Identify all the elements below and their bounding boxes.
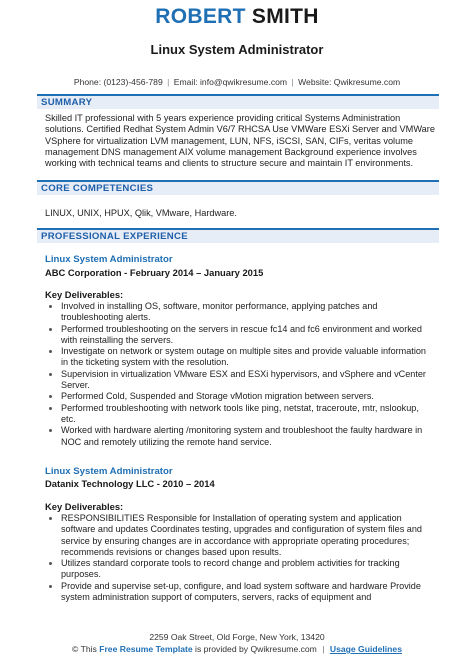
bullet-icon	[49, 585, 52, 588]
section-title: PROFESSIONAL EXPERIENCE	[41, 231, 188, 242]
job-title: Linux System Administrator	[45, 466, 173, 477]
list-item	[45, 369, 430, 392]
bullet-text: Utilizes standard corporate tools to record change and problem activities for tracking purposes.	[61, 558, 400, 580]
bullet-text: Performed Cold, Suspended and Storage vMotion migration between servers.	[61, 391, 374, 402]
list-item	[45, 513, 430, 558]
job-2-deliverables-list	[45, 513, 430, 603]
bullet-icon	[49, 350, 52, 353]
bullet-icon	[49, 328, 52, 331]
bullet-icon	[49, 305, 52, 308]
first-name: ROBERT	[155, 5, 246, 28]
contact-website[interactable]: Website: Qwikresume.com	[298, 77, 401, 87]
contact-line	[0, 77, 474, 87]
job-company: ABC Corporation - February 2014 – January 2015	[45, 267, 264, 278]
summary-text: Skilled IT professional with 5 years experience providing critical Systems Administration solutions. Certified Redhat System Admin V6/7 RHCSA Use VMWare ESXi Server and VMWare VSphere for virtualization LVM management, LUN, NFS, iSCSI, SAN, CIFs, veritas volume management DNS management AIX volume management Background experience involves working with technical teams and clients to structure secure and maintain IT environments.	[45, 113, 435, 169]
contact-email[interactable]: Email: info@qwikresume.com	[173, 77, 288, 87]
section-title: SUMMARY	[41, 97, 93, 108]
footer-provided-by: is provided by	[195, 644, 249, 654]
contact-separator: |	[167, 77, 170, 87]
bullet-icon	[49, 562, 52, 565]
job-company: Datanix Technology LLC - 2010 – 2014	[45, 478, 215, 489]
experience-section-header	[37, 228, 439, 243]
last-name: SMITH	[251, 5, 319, 28]
deliverables-label: Key Deliverables:	[45, 501, 124, 512]
candidate-name	[0, 4, 474, 30]
list-item	[45, 425, 430, 448]
bullet-text: Provide and supervise set-up, configure, and load system software and hardware Provide system administration support of computers, servers, racks of equipment and	[61, 580, 421, 603]
bullet-icon	[49, 517, 52, 520]
free-template-link[interactable]: Free Resume Template	[99, 644, 193, 654]
bullet-icon	[49, 395, 52, 398]
job-1-deliverables-list	[45, 301, 430, 448]
list-item	[45, 558, 430, 581]
list-item	[45, 324, 430, 347]
bullet-text: Performed troubleshooting on the servers in rescue fc14 and fc6 environment and worked with reinstalling the servers.	[61, 323, 422, 345]
list-item	[45, 391, 430, 402]
competencies-text: LINUX, UNIX, HPUX, Qlik, VMware, Hardware.	[45, 208, 237, 218]
page-footer	[0, 632, 474, 654]
job-role-title: Linux System Administrator	[150, 42, 324, 57]
bullet-text: Supervision in virtualization VMware ESX and ESXi hypervisors, and vSphere and vCenter Server.	[61, 368, 426, 391]
bullet-icon	[49, 429, 52, 432]
section-title: CORE COMPETENCIES	[41, 183, 154, 194]
footer-separator: |	[322, 644, 325, 654]
contact-separator: |	[291, 77, 294, 87]
footer-address: 2259 Oak Street, Old Forge, New York, 13420	[149, 632, 325, 642]
bullet-icon	[49, 407, 52, 410]
competencies-section-header	[37, 180, 439, 195]
usage-guidelines-link[interactable]: Usage Guidelines	[329, 644, 402, 654]
list-item	[45, 581, 430, 604]
footer-credits	[0, 644, 474, 654]
bullet-text: Performed troubleshooting with network tools like ping, netstat, traceroute, mtr, nslookup, etc.	[61, 402, 419, 424]
contact-phone: Phone: (0123)-456-789	[73, 77, 163, 87]
deliverables-label: Key Deliverables:	[45, 289, 124, 300]
list-item	[45, 346, 430, 369]
bullet-text: Worked with hardware alerting /monitoring system and troubleshoot the faulty hardware in NOC and remotely utilizing the remote hand service.	[61, 425, 423, 447]
summary-section-header	[37, 94, 439, 109]
job-title: Linux System Administrator	[45, 254, 173, 265]
footer-copyright: © This	[72, 644, 97, 654]
bullet-text: RESPONSIBILITIES Responsible for Installation of operating system and application software and updates Coordinates testing, upgrades and configuration of system files and service by ensuring changes are in accordance with appropriate operating procedures; recommends revisions or changes based upon results.	[61, 513, 422, 557]
list-item	[45, 403, 430, 426]
bullet-icon	[49, 373, 52, 376]
bullet-text: Involved in installing OS, software, monitor performance, applying patches and troubleshooting alerts.	[61, 301, 378, 323]
qwikresume-link[interactable]: Qwikresume.com	[250, 644, 317, 654]
bullet-text: Investigate on network or system outage on multiple sites and provide valuable information in the ticketing system with the resolution.	[61, 346, 426, 368]
list-item	[45, 301, 430, 324]
